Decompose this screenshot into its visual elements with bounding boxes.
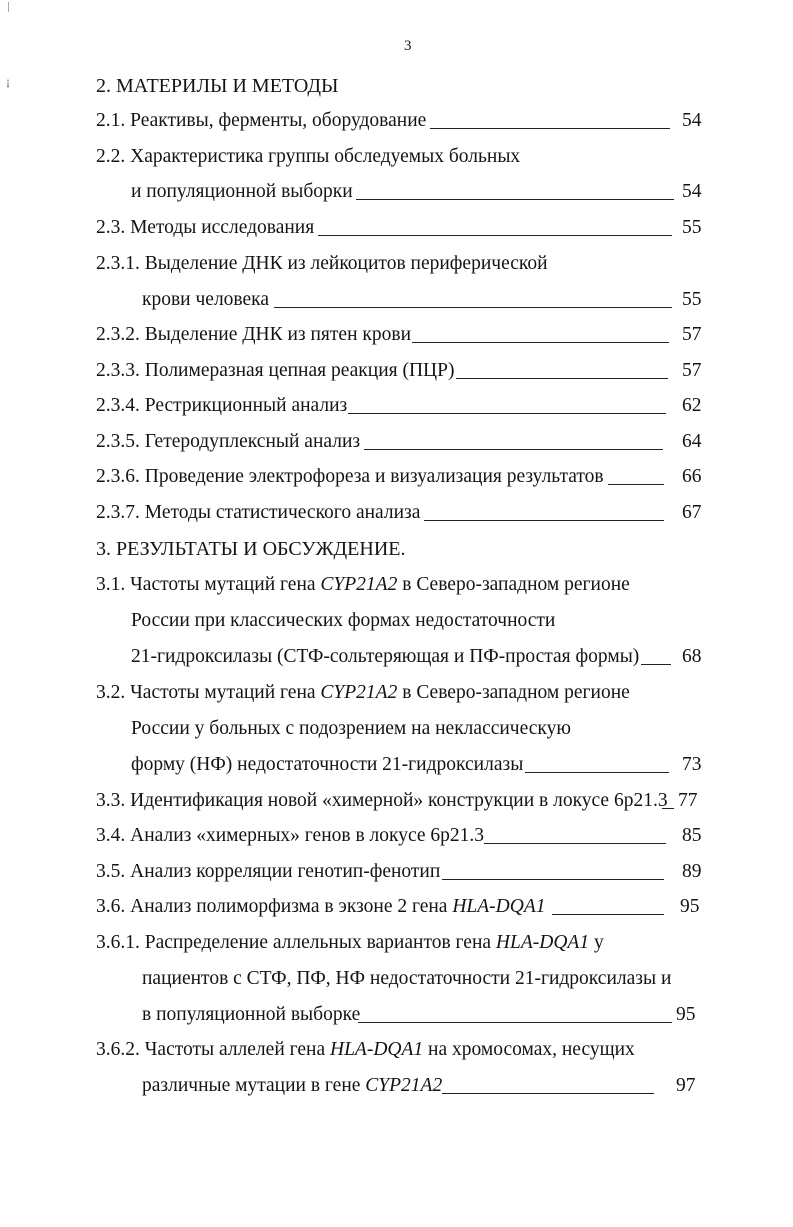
toc-entry-2-1[interactable]: 2.1. Реактивы, ферменты, оборудование 54	[96, 107, 704, 135]
toc-entry-2-3[interactable]: 2.3. Методы исследования 55	[96, 214, 704, 242]
toc-entry-2-3-1-cont[interactable]: крови человека 55	[142, 286, 704, 314]
leader-line	[358, 1022, 672, 1023]
toc-entry-2-3-2[interactable]: 2.3.2. Выделение ДНК из пятен крови 57	[96, 321, 704, 349]
toc-page-number: 73	[682, 754, 702, 775]
toc-page-number: 54	[682, 110, 702, 131]
leader-line	[608, 484, 664, 485]
leader-line	[662, 808, 674, 809]
toc-entry-2-3-7[interactable]: 2.3.7. Методы статистического анализа 67	[96, 499, 704, 527]
toc-page-number: 85	[682, 825, 702, 846]
leader-line	[641, 664, 671, 665]
toc-page-number: 64	[682, 431, 702, 452]
leader-line	[552, 914, 664, 915]
toc-entry-3-2-cont2[interactable]: форму (НФ) недостаточности 21-гидроксилазы 73	[131, 751, 704, 779]
toc-entry-3-6[interactable]: 3.6. Анализ полиморфизма в экзоне 2 гена HLA-DQA1 95	[96, 893, 704, 921]
toc-page-number: 62	[682, 395, 702, 416]
leader-line	[364, 449, 663, 450]
margin-mark: ¡	[6, 74, 10, 88]
toc-entry-3-4[interactable]: 3.4. Анализ «химерных» генов в локусе 6р21.3 85	[96, 822, 704, 850]
toc-page-number: 77	[678, 790, 698, 811]
toc-entry-2-2-cont[interactable]: и популяционной выборки 54	[131, 178, 704, 206]
toc-page-number: 97	[676, 1075, 696, 1096]
toc-entry-3-3[interactable]: 3.3. Идентификация новой «химерной» конструкции в локусе 6р21.3 77	[96, 787, 704, 815]
toc-page-number: 57	[682, 360, 702, 381]
toc-page-number: 55	[682, 217, 702, 238]
toc-page-number: 67	[682, 502, 702, 523]
leader-line	[430, 128, 670, 129]
toc-entry-2-3-3[interactable]: 2.3.3. Полимеразная цепная реакция (ПЦР) 57	[96, 357, 704, 385]
leader-line	[356, 199, 674, 200]
leader-line	[442, 879, 664, 880]
toc-entry-3-1-cont2[interactable]: 21-гидроксилазы (СТФ-сольтеряющая и ПФ-простая формы) 68	[131, 643, 704, 671]
toc-page-number: 54	[682, 181, 702, 202]
toc-entry-3-6-2-cont[interactable]: различные мутации в гене CYP21A2 97	[142, 1072, 704, 1100]
toc-page-number: 55	[682, 289, 702, 310]
page-number: 3	[404, 38, 412, 54]
leader-line	[424, 520, 664, 521]
leader-line	[348, 413, 666, 414]
toc-page-number: 57	[682, 324, 702, 345]
toc-page-number: 95	[680, 896, 700, 917]
toc-entry-2-3-4[interactable]: 2.3.4. Рестрикционный анализ 62	[96, 392, 704, 420]
toc-entry-3-6-1-cont2[interactable]: в популяционной выборке 95	[142, 1001, 704, 1029]
toc-page-number: 89	[682, 861, 702, 882]
leader-line	[525, 772, 669, 773]
toc-entry-3-5[interactable]: 3.5. Анализ корреляции генотип-фенотип 89	[96, 858, 704, 886]
toc-entry-2-3-6[interactable]: 2.3.6. Проведение электрофореза и визуализация результатов 66	[96, 463, 704, 491]
leader-line	[274, 307, 672, 308]
leader-line	[412, 342, 669, 343]
leader-line	[318, 235, 672, 236]
toc-page-number: 95	[676, 1004, 696, 1025]
table-of-contents: 2. МАТЕРИЛЫ И МЕТОДЫ 2.1. Реактивы, ферменты, оборудование 54 2.2. Характеристика группы обследуемых больных и популяционной выборки 54 2.3. Методы исследования 55 2.3.1. Выделение ДНК из лейкоцитов периферической крови человека 55 2.3.2. Выделение ДНК из пятен крови 57 2.3.3. Полимеразная цепная реакция (ПЦР) 57 2.3.4. Рестрикционный анализ 62 2.3.5. Гетеродуплексный анализ 64 2.3.6. Проведение электрофореза и визуализация результатов 66 2.3.7. Методы статистического анализа 67 3. РЕЗУЛЬТАТЫ И ОБСУЖДЕНИЕ. 3.1. Частоты мутаций гена CYP21A2 в Северо-западном регионе России при классических формах недостаточности 21-гидроксилазы (СТФ-сольтеряющая и ПФ-простая формы) 68 3.2. Частоты мутаций гена CYP21A2 в Северо-западном регионе России у больных с подозрением на неклассическую форму (НФ) недостаточности 21-гидроксилазы 73 3.3. Идентификация новой «химерной» конструкции в локусе 6р21.3 77 3.4. Анализ «химерных» генов в локусе 6р21.3 85 3.5. Анализ корреляции генотип-фенотип 89 3.6. Анализ полиморфизма в экзоне 2 гена HLA-DQA1 95 3.6.1. Распределение аллельных вариантов гена HLA-DQA1 у пациентов с СТФ, ПФ, НФ недостаточности 21-гидроксилазы и в популяционной выборке 95 3.6.2. Частоты аллелей гена HLA-DQA1 на хромосомах, несущих различные мутации в гене CYP21A2 97	[0, 0, 793, 1227]
leader-line	[442, 1093, 654, 1094]
toc-page-number: 66	[682, 466, 702, 487]
leader-line	[484, 843, 666, 844]
toc-entry-2-3-5[interactable]: 2.3.5. Гетеродуплексный анализ 64	[96, 428, 704, 456]
leader-line	[456, 378, 668, 379]
toc-page-number: 68	[682, 646, 702, 667]
